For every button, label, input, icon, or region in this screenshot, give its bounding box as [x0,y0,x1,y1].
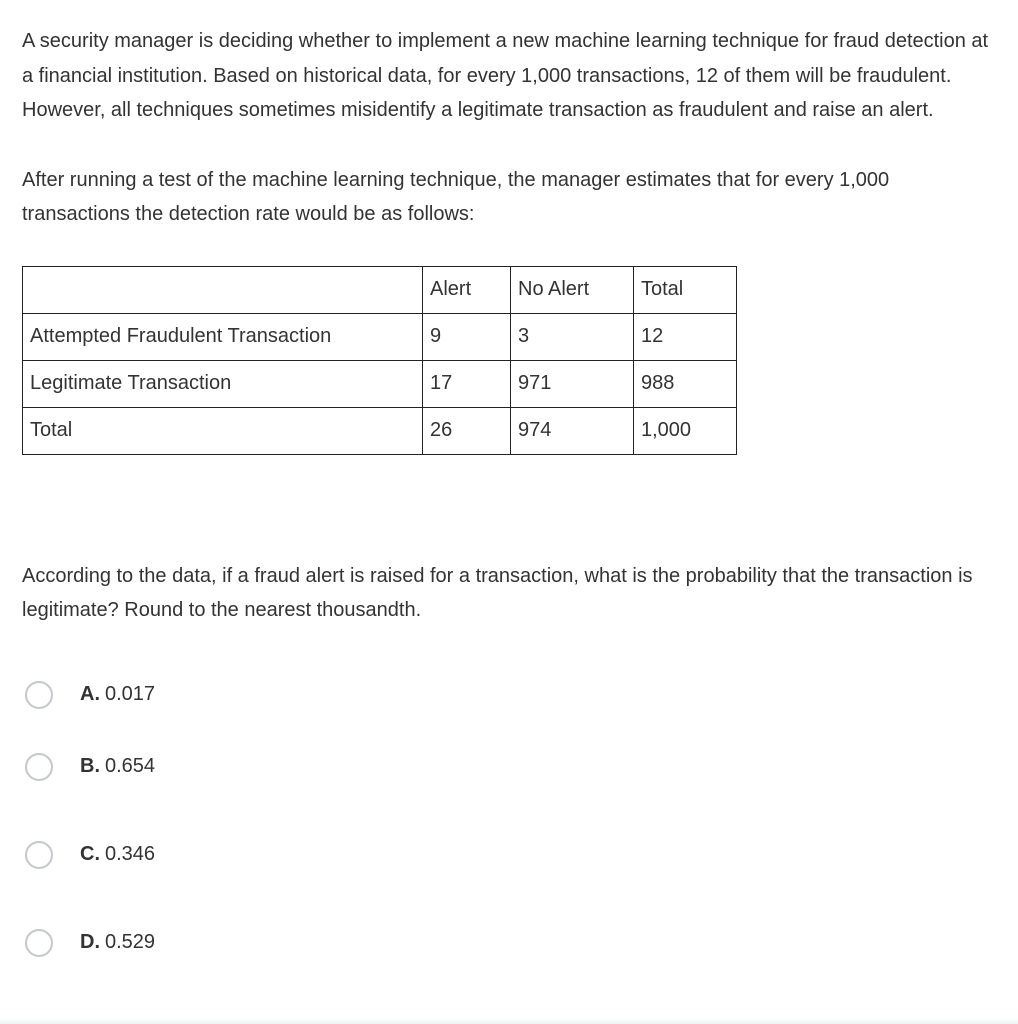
question-content [22,24,992,987]
answer-option-c[interactable] [22,811,992,899]
answer-option-d[interactable] [22,899,992,987]
answer-options [22,667,992,987]
table-cell: 12 [634,313,737,360]
table-cell: 3 [511,313,634,360]
table-header-cell: No Alert [511,266,634,313]
table-cell: 9 [423,313,511,360]
option-value: 0.654 [105,755,156,777]
option-letter: B. [80,755,100,777]
table-cell: 971 [511,360,634,407]
question-test-text: After running a test of the machine learning technique, the manager estimates that for every 1,000 transactions the detection rate would be as follows: [22,168,890,225]
table-cell: Attempted Fraudulent Transaction [23,313,423,360]
table-header-cell: Total [634,266,737,313]
radio-button-icon[interactable] [25,681,53,709]
detection-rate-table [22,266,737,455]
table-cell: Total [23,407,423,454]
table-cell: 17 [423,360,511,407]
table-header-cell [23,266,423,313]
table-header-row [23,266,737,313]
option-value: 0.346 [105,843,156,865]
table-cell: 1,000 [634,407,737,454]
question-prompt-text: According to the data, if a fraud alert is raised for a transaction, what is the probability that the transaction is legitimate? Round to the nearest thousandth. [22,564,973,621]
table-cell: 26 [423,407,511,454]
table-row [23,360,737,407]
option-value: 0.529 [105,931,156,953]
table-cell: 988 [634,360,737,407]
option-letter: C. [80,843,100,865]
table-row [23,313,737,360]
answer-option-a[interactable] [22,667,992,723]
question-intro-text: A security manager is deciding whether to implement a new machine learning technique for fraud detection at a financial institution. Based on historical data, for every 1,000 transactions, 12 of them will be fraudulent. However, all techniques sometimes misidentify a legitimate transaction as fraudulent and raise an alert. [22,30,989,121]
table-header-cell: Alert [423,266,511,313]
option-letter: A. [80,683,100,705]
bottom-edge-shade [0,1018,1018,1024]
option-letter: D. [80,931,100,953]
radio-button-icon[interactable] [25,841,53,869]
answer-option-b[interactable] [22,723,992,811]
table-cell: Legitimate Transaction [23,360,423,407]
table-cell: 974 [511,407,634,454]
option-value: 0.017 [105,683,156,705]
radio-button-icon[interactable] [25,929,53,957]
table-row [23,407,737,454]
radio-button-icon[interactable] [25,753,53,781]
